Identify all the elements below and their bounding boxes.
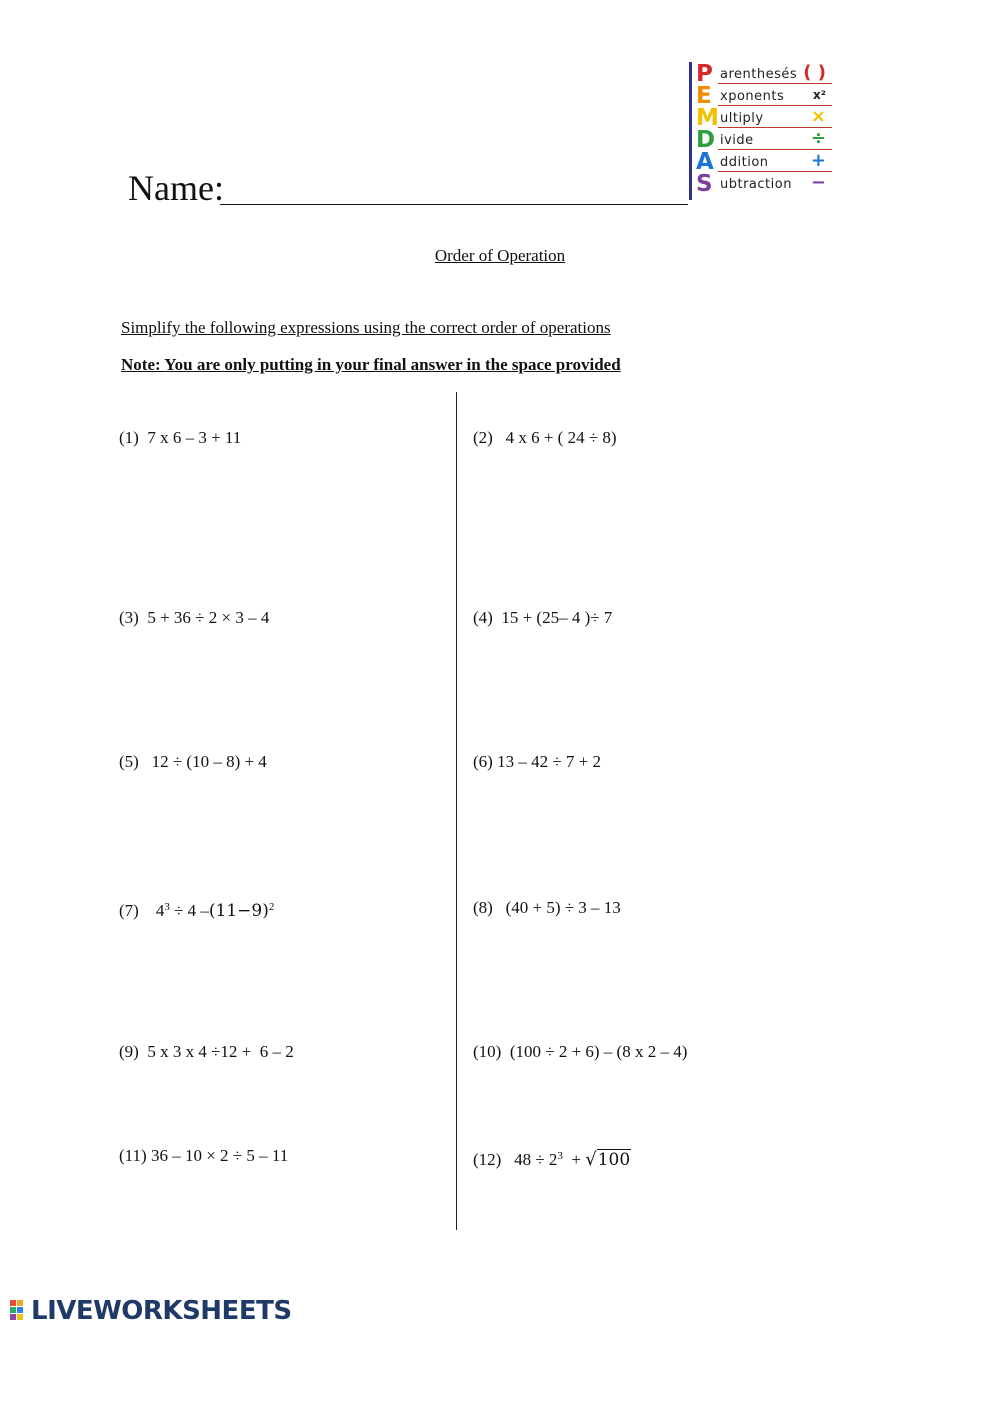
instructions: Simplify the following expressions using the correct order of operations [121, 318, 611, 337]
minus-icon: − [810, 172, 826, 193]
problem-7 [119, 896, 274, 922]
pemdas-chart [689, 62, 838, 200]
problem-10: (10) (100 ÷ 2 + 6) – (8 x 2 – 4) [473, 1042, 688, 1061]
problem-1: (1) 7 x 6 – 3 + 11 [119, 428, 242, 447]
pemdas-word: arenthesés [720, 67, 798, 82]
problem-12-exponent: 3 [557, 1150, 563, 1162]
pemdas-letter: M [696, 105, 719, 131]
pemdas-row-divide [696, 129, 838, 151]
pemdas-letter: S [696, 171, 713, 197]
logo-text: LIVEWORKSHEETS [31, 1296, 292, 1326]
problem-3: (3) 5 + 36 ÷ 2 × 3 – 4 [119, 608, 270, 627]
pemdas-letter: P [696, 61, 713, 87]
problem-7-exponent: 3 [164, 901, 170, 913]
pemdas-word: ubtraction [720, 177, 792, 192]
problem-11: (11) 36 – 10 × 2 ÷ 5 – 11 [119, 1146, 289, 1165]
pemdas-row-exponents [696, 85, 838, 107]
name-input-line[interactable] [220, 204, 688, 205]
pemdas-row-subtraction [696, 173, 838, 195]
problem-9: (9) 5 x 3 x 4 ÷12 + 6 – 2 [119, 1042, 294, 1061]
logo-blocks-icon [10, 1300, 32, 1324]
multiply-icon: × [810, 106, 826, 127]
problem-6: (6) 13 – 42 ÷ 7 + 2 [473, 752, 601, 771]
problem-7-exponent-2: 2 [268, 901, 275, 913]
pemdas-letter: E [696, 83, 712, 109]
pemdas-row-parentheses [696, 63, 838, 85]
problem-8: (8) (40 + 5) ÷ 3 – 13 [473, 898, 621, 917]
problem-12-plus: + [562, 1150, 586, 1169]
problem-4: (4) 15 + (25– 4 )÷ 7 [473, 608, 613, 627]
problem-7-middle: ÷ 4 – [169, 901, 209, 920]
radicand: 100 [597, 1150, 631, 1170]
exponent-icon: x² [813, 88, 826, 102]
parentheses-icon: ( ) [803, 62, 826, 83]
name-label: Name: [128, 168, 224, 208]
problem-12 [473, 1145, 631, 1171]
square-root [585, 1149, 631, 1171]
sqrt-icon: √ [585, 1149, 597, 1170]
pemdas-word: ddition [720, 155, 769, 170]
pemdas-word: xponents [720, 89, 785, 104]
note: Note: You are only putting in your final answer in the space provided [121, 355, 621, 374]
problem-7-paren: (11−9) [208, 901, 269, 921]
divide-icon: ÷ [810, 128, 826, 149]
plus-icon: + [810, 150, 826, 171]
column-divider [456, 392, 457, 1230]
divider [718, 83, 832, 84]
pemdas-row-multiply [696, 107, 838, 129]
pemdas-letter: D [696, 127, 716, 153]
problem-7-label: (7) 4 [119, 901, 165, 920]
problem-5: (5) 12 ÷ (10 – 8) + 4 [119, 752, 267, 771]
pemdas-row-addition [696, 151, 838, 173]
page-title: Order of Operation [434, 246, 566, 265]
pemdas-letter: A [696, 149, 714, 175]
pemdas-word: ivide [720, 133, 754, 148]
pemdas-word: ultiply [720, 111, 764, 126]
problem-12-label: (12) 48 ÷ 2 [473, 1150, 558, 1169]
problem-2: (2) 4 x 6 + ( 24 ÷ 8) [473, 428, 617, 447]
